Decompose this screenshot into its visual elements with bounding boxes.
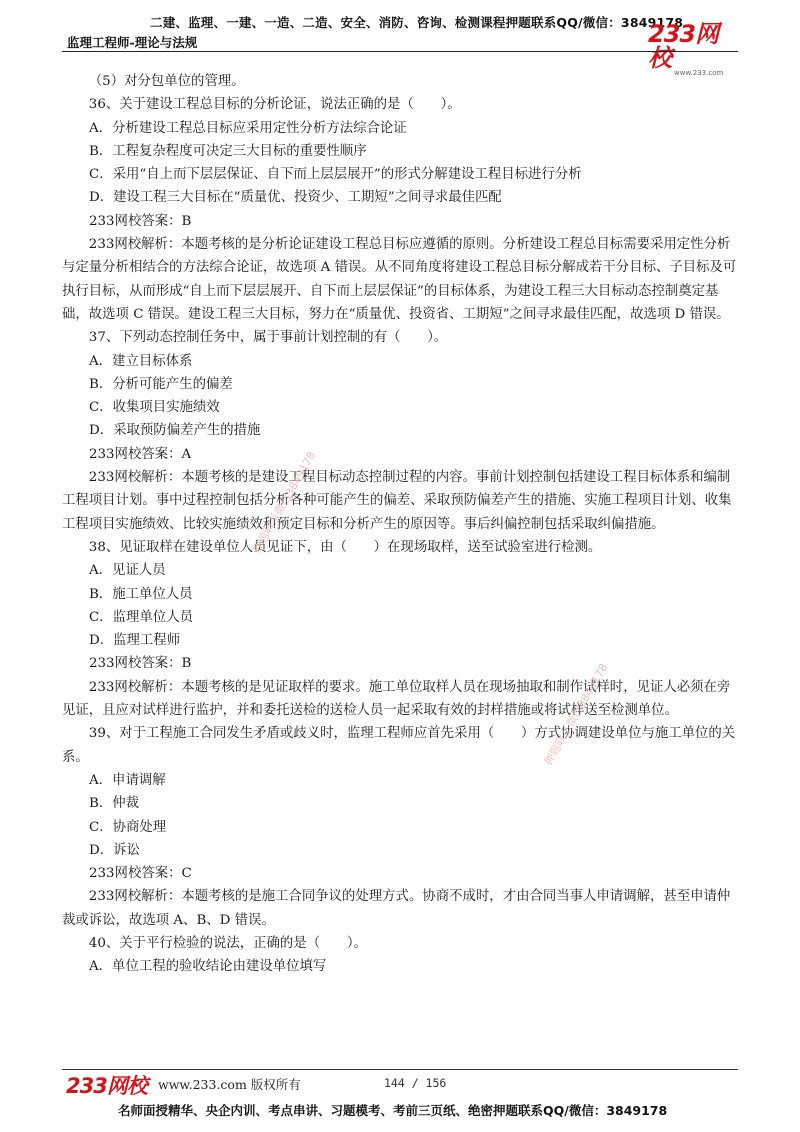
option-line: A．见证人员 bbox=[89, 563, 166, 579]
option-line: B．工程复杂程度可决定三大目标的重要性顺序 bbox=[89, 143, 367, 159]
option-line: B．分析可能产生的偏差 bbox=[89, 376, 233, 392]
paragraph: 40、关于平行检验的说法，正确的是（ ）。 bbox=[88, 935, 367, 951]
option-line: C．收集项目实施绩效 bbox=[89, 400, 220, 416]
paragraph: 233网校解析：本题考核的是施工合同争议的处理方式。协商不成时，才由合同当事人申请调解，甚至申请仲裁或诉讼，故选项 A、B、D 错误。 bbox=[62, 889, 731, 928]
option-line: A．单位工程的验收结论由建设单位填写 bbox=[89, 959, 327, 975]
option-line: D．建设工程三大目标在“质量优、投资少、工期短”之间寻求最佳匹配 bbox=[89, 190, 502, 206]
option-line: A．建立目标体系 bbox=[89, 353, 193, 369]
brand-logo bbox=[648, 20, 740, 77]
paragraph: 38、见证取样在建设单位人员见证下，由（ ）在现场取样，送至试验室进行检测。 bbox=[88, 539, 602, 555]
document-subtitle: 监理工程师-理论与法规 bbox=[67, 35, 198, 50]
option-line: D．采取预防偏差产生的措施 bbox=[89, 423, 261, 439]
footer-contact-line: 名师面授精华、央企内训、考点串讲、习题模考、考前三页纸、绝密押题联系QQ/微信：3849178 bbox=[118, 1103, 668, 1118]
header-contact-line: 二建、监理、一建、一造、二造、安全、消防、咨询、检测课程押题联系QQ/微信：3849178 bbox=[150, 15, 684, 30]
option-line: 233网校答案：B bbox=[89, 213, 192, 229]
brand-logo-url: www.233.com bbox=[674, 69, 724, 77]
footer-copyright: www.233.com 版权所有 bbox=[158, 1077, 301, 1092]
option-line: D．诉讼 bbox=[89, 842, 140, 858]
option-line: B．仲裁 bbox=[89, 796, 140, 812]
footer-divider bbox=[62, 1069, 738, 1070]
option-line: C．协商处理 bbox=[89, 819, 167, 835]
watermark: 押题联系微信3849178 bbox=[541, 661, 611, 768]
paragraph: 233网校解析：本题考核的是分析论证建设工程总目标应遵循的原则。分析建设工程总目标需要采用定性分析与定量分析相结合的方法综合论证，故选项 A 错误。从不同角度将建设工程总目标分解成若干分目标、子目标及可执行目标，从而形成“自上而下层层展开、自下而上层层保证”的目标体系，为建设工程三大目标动态控制奠定基础，故选项 C 错误。建设工程三大目标，努力在“质量优、投资省、工期短”之间寻求最佳匹配，故选项 D 错误。 bbox=[62, 237, 737, 322]
footer-logo: 233网校 bbox=[66, 1074, 147, 1098]
option-line: 233网校答案：A bbox=[89, 446, 192, 462]
paragraph: 233网校解析：本题考核的是建设工程目标动态控制过程的内容。事前计划控制包括建设工程目标体系和编制工程项目计划。事中过程控制包括分析各种可能产生的偏差、采取预防偏差产生的措施、实施工程项目计划、收集工程项目实施绩效、比较实施绩效和预定目标和分析产生的原因等。事后纠偏控制包括采取纠偏措施。 bbox=[62, 470, 732, 532]
option-line: A．分析建设工程总目标应采用定性分析方法综合论证 bbox=[89, 120, 407, 136]
watermark: 押题联系微信3849178 bbox=[249, 449, 319, 556]
option-line: D．监理工程师 bbox=[89, 633, 181, 649]
option-line: 233网校答案：B bbox=[89, 656, 192, 672]
option-line: B．施工单位人员 bbox=[89, 586, 193, 602]
option-line: C．采用“自上而下层层保证、自下而上层层展开”的形式分解建设工程目标进行分析 bbox=[89, 167, 582, 183]
paragraph: （5）对分包单位的管理。 bbox=[88, 74, 245, 89]
paragraph: 36、关于建设工程总目标的分析论证，说法正确的是（ ）。 bbox=[88, 97, 461, 113]
option-line: A．申请调解 bbox=[89, 772, 166, 788]
page-number: 144 / 156 bbox=[384, 1076, 447, 1090]
option-line: C．监理单位人员 bbox=[89, 609, 193, 625]
header-divider bbox=[62, 51, 738, 52]
paragraph: 37、下列动态控制任务中，属于事前计划控制的有（ ）。 bbox=[88, 330, 448, 346]
paragraph: 233网校解析：本题考核的是见证取样的要求。施工单位取样人员在现场抽取和制作试样时，见证人必须在旁见证，且应对试样进行监护，并和委托送检的送检人员一起采取有效的封样措施或将试样送至检测单位。 bbox=[62, 679, 731, 719]
paragraph: 39、对于工程施工合同发生矛盾或歧义时，监理工程师应首先采用（ ）方式协调建设单位与施工单位的关系。 bbox=[62, 726, 736, 765]
option-line: 233网校答案：C bbox=[89, 866, 192, 882]
document-body bbox=[62, 70, 742, 979]
brand-logo-text: 233网校 bbox=[648, 20, 719, 72]
